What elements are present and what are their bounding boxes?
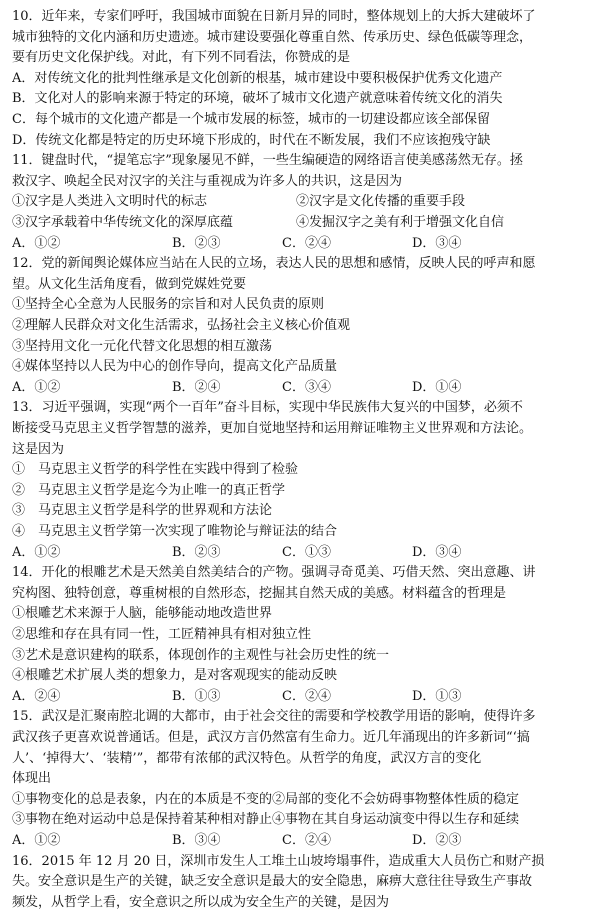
question-line: 频发，从哲学上看，安全意识之所以成为安全生产的关键，是因为 xyxy=(12,894,390,910)
question-line: ③坚持用文化一元化代替文化思想的相互激荡 xyxy=(12,338,273,354)
answer-options-row xyxy=(12,378,598,398)
question-line: ① 马克思主义哲学的科学性在实践中得到了检验 xyxy=(12,462,299,478)
answer-option: A．①② xyxy=(12,544,61,560)
question-line: 人’、‘掉得大’、‘装精’”，都带有浓郁的武汉特色。从哲学的角度，武汉方言的变化 xyxy=(12,750,482,766)
statement-item: ②汉字是文化传播的重要手段 xyxy=(296,194,466,210)
question-line: 12．党的新闻舆论媒体应当站在人民的立场，表达人民的思想和感情，反映人民的呼声和愿 xyxy=(12,256,536,272)
question-line: 要有历史文化保护线。对此，有下列不同看法，你赞成的是 xyxy=(12,50,351,66)
question-line: ②思维和存在具有同一性，工匠精神具有相对独立性 xyxy=(12,627,312,642)
question-line: A．对传统文化的批判性继承是文化创新的根基，城市建设中要积极保护优秀文化遗产 xyxy=(12,70,503,86)
question-line: C．每个城市的文化遗产都是一个城市发展的标签，城市的一切建设都应该全部保留 xyxy=(12,112,490,127)
statement-item: ③汉字承载着中华传统文化的深厚底蕴 xyxy=(12,215,234,230)
question-line: D．传统文化都是特定的历史环境下形成的，时代在不断发展，我们不应该抱残守缺 xyxy=(12,132,491,148)
statement-pair-row xyxy=(12,213,598,233)
answer-option: B．③④ xyxy=(172,833,221,848)
question-line: 16．2015 年 12 月 20 日，深圳市发生人工堆土山坡垮塌事件，造成重大人员伤亡和财产损 xyxy=(12,853,545,869)
question-line: 救汉字、唤起全民对汉字的关注与重视成为许多人的共识，这是因为 xyxy=(12,173,403,189)
question-line: ①坚持全心全意为人民服务的宗旨和对人民负责的原则 xyxy=(12,297,325,313)
answer-options-row xyxy=(12,234,598,254)
question-line: 13．习近平强调，实现“两个一百年”奋斗目标，实现中华民族伟大复兴的中国梦，必须不 xyxy=(12,400,523,416)
question-line: ③艺术是意识建构的联系，体现创作的主观性与社会历史性的统一 xyxy=(12,647,390,663)
question-line: ③事物在绝对运动中总是保持着某种相对静止④事物在其自身运动演变中得以生存和延续 xyxy=(12,812,520,828)
question-line: 失。安全意识是生产的关键，缺乏安全意识是最大的安全隐患，麻痹大意往往导致生产事故 xyxy=(12,874,533,890)
answer-option: D．②③ xyxy=(412,833,462,848)
question-line: ④媒体坚持以人民为中心的创作导向，提高文化产品质量 xyxy=(12,359,338,375)
answer-option: A．①② xyxy=(12,235,61,251)
question-line: ①事物变化的总是表象，内在的本质是不变的②局部的变化不会妨碍事物整体性质的稳定 xyxy=(12,791,520,807)
question-line: ④根雕艺术扩展人类的想象力，是对客观现实的能动反映 xyxy=(12,668,338,684)
question-line: 城市独特的文化内涵和历史遗迹。城市建设要强化尊重自然、传承历史、绿色低碳等理念， xyxy=(12,29,533,45)
answer-option: A．①② xyxy=(12,833,61,848)
question-line: B．文化对人的影响来源于特定的环境，破坏了城市文化遗产就意味着传统文化的消失 xyxy=(12,91,503,107)
question-line: 断接受马克思主义哲学智慧的滋养，更加自觉地坚持和运用辩证唯物主义世界观和方法论。 xyxy=(12,421,533,436)
answer-options-row xyxy=(12,687,598,707)
question-line: ①根雕艺术来源于人脑，能够能动地改造世界 xyxy=(12,606,273,622)
question-line: ② 马克思主义哲学是迄今为止唯一的真正哲学 xyxy=(12,482,286,498)
answer-options-row xyxy=(12,543,598,563)
answer-option: C．②④ xyxy=(282,833,331,848)
question-line: 15．武汉是汇聚南腔北调的大都市，由于社会交往的需要和学校教学用语的影响，使得许多 xyxy=(12,709,536,725)
answer-option: D．①④ xyxy=(412,379,462,395)
question-line: 体现出 xyxy=(12,771,52,787)
question-line: 10．近年来，专家们呼吁，我国城市面貌在日新月异的同时，整体规划上的大拆大建破坏了 xyxy=(12,9,536,24)
answer-option: D．①③ xyxy=(412,688,462,704)
answer-option: B．②③ xyxy=(172,235,221,251)
statement-item: ④发掘汉字之美有利于增强文化自信 xyxy=(296,215,505,230)
statement-item: ①汉字是人类进入文明时代的标志 xyxy=(12,194,208,210)
question-line: 14．开化的根雕艺术是天然美自然美结合的产物。强调寻奇觅美、巧借天然、突出意趣、讲 xyxy=(12,565,536,581)
answer-options-row xyxy=(12,831,598,851)
statement-pair-row xyxy=(12,192,598,212)
question-line: 武汉孩子更喜欢说普通话。但是，武汉方言仍然富有生命力。近几年涌现出的许多新词“‘搞 xyxy=(12,730,530,745)
answer-option: D．③④ xyxy=(412,544,462,560)
question-line: ③ 马克思主义哲学是科学的世界观和方法论 xyxy=(12,503,273,519)
answer-option: A．①② xyxy=(12,379,61,395)
question-line: ②理解人民群众对文化生活需求，弘扬社会主义核心价值观 xyxy=(12,318,351,333)
question-line: 11．键盘时代，“提笔忘字”现象屡见不鲜，一些生编硬造的网络语言使美感荡然无存。拯 xyxy=(12,153,523,169)
question-line: 望。从文化生活角度看，做到党媒姓党要 xyxy=(12,276,247,292)
answer-option: A．②④ xyxy=(12,688,61,704)
answer-option: B．②④ xyxy=(172,379,221,395)
question-line: 究构图、独特创意，尊重树根的自然形态，挖掘其自然天成的美感。材料蕴含的哲理是 xyxy=(12,585,507,601)
answer-option: B．①③ xyxy=(172,688,221,704)
answer-option: C．②④ xyxy=(282,688,331,704)
question-line: ④ 马克思主义哲学第一次实现了唯物论与辩证法的结合 xyxy=(12,524,338,539)
answer-option: D．③④ xyxy=(412,235,462,251)
answer-option: C．①③ xyxy=(282,544,331,560)
question-line: 这是因为 xyxy=(12,441,65,457)
answer-option: C．②④ xyxy=(282,235,331,251)
answer-option: B．②③ xyxy=(172,544,221,560)
answer-option: C．③④ xyxy=(282,379,331,395)
